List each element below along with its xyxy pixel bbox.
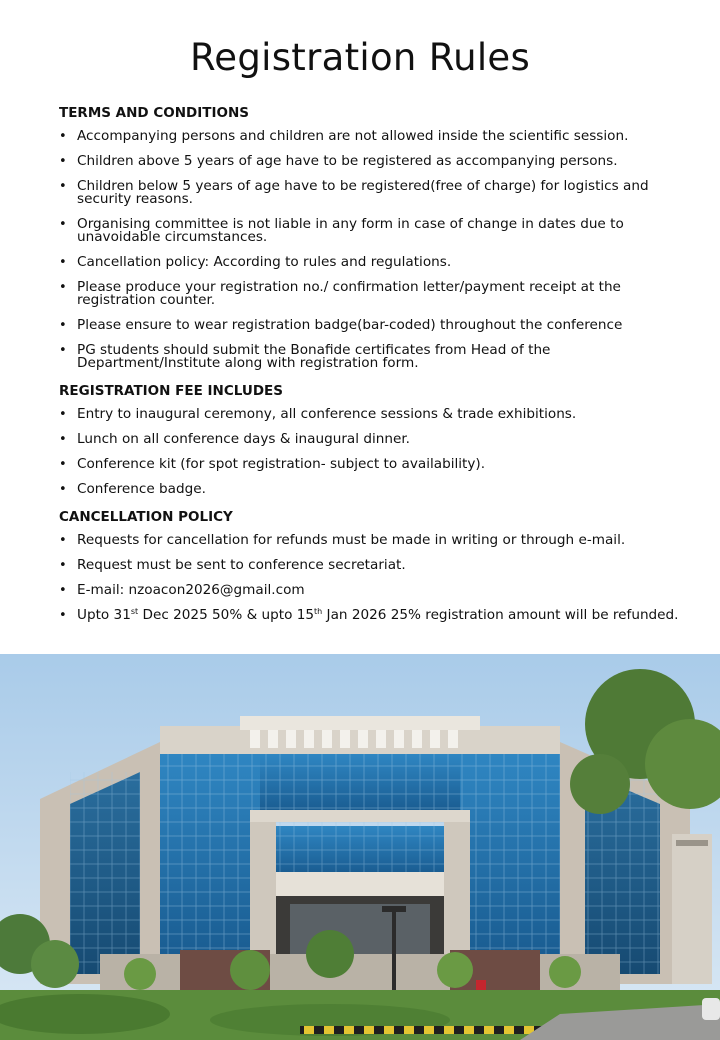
terms-heading: TERMS AND CONDITIONS [59,105,249,121]
list-item: • PG students should submit the Bonafide certificates from Head of the Department/Institute along with registration form. [59,344,679,370]
list-item: • Lunch on all conference days & inaugural dinner. [59,433,679,446]
terms-list [59,130,679,370]
refund-text: Dec 2025 50% & upto 15 [138,607,315,623]
cancellation-list [59,534,679,622]
list-item: • Children below 5 years of age have to be registered(free of charge) for logistics and security reasons. [59,180,679,206]
list-item: • Organising committee is not liable in any form in case of change in dates due to unavoidable circumstances. [59,218,679,244]
list-item: • Conference badge. [59,483,679,496]
fee-heading: REGISTRATION FEE INCLUDES [59,383,283,399]
cancellation-heading: CANCELLATION POLICY [59,509,233,525]
page-title: Registration Rules [189,36,531,79]
venue-building-photo [0,654,720,1040]
list-item: • Requests for cancellation for refunds must be made in writing or through e-mail. [59,534,679,547]
refund-text: Jan 2026 25% registration amount will be refunded. [322,607,679,623]
ordinal-suffix: th [314,607,323,616]
rules-content [59,104,679,634]
list-item: • Please ensure to wear registration badge(bar-coded) throughout the conference [59,319,679,332]
email-item: • E-mail: nzoacon2026@gmail.com [59,584,679,597]
list-item: • Children above 5 years of age have to be registered as accompanying persons. [59,155,679,168]
refund-item [59,609,679,622]
list-item: • Accompanying persons and children are not allowed inside the scientific session. [59,130,679,143]
list-item: • Request must be sent to conference secretariat. [59,559,679,572]
ordinal-suffix: st [130,607,139,616]
list-item: • Please produce your registration no./ confirmation letter/payment receipt at the registration counter. [59,281,679,307]
fee-list [59,408,679,496]
refund-text: Upto 31 [77,607,131,623]
list-item: • Cancellation policy: According to rules and regulations. [59,256,679,269]
list-item: • Entry to inaugural ceremony, all conference sessions & trade exhibitions. [59,408,679,421]
list-item: • Conference kit (for spot registration- subject to availability). [59,458,679,471]
